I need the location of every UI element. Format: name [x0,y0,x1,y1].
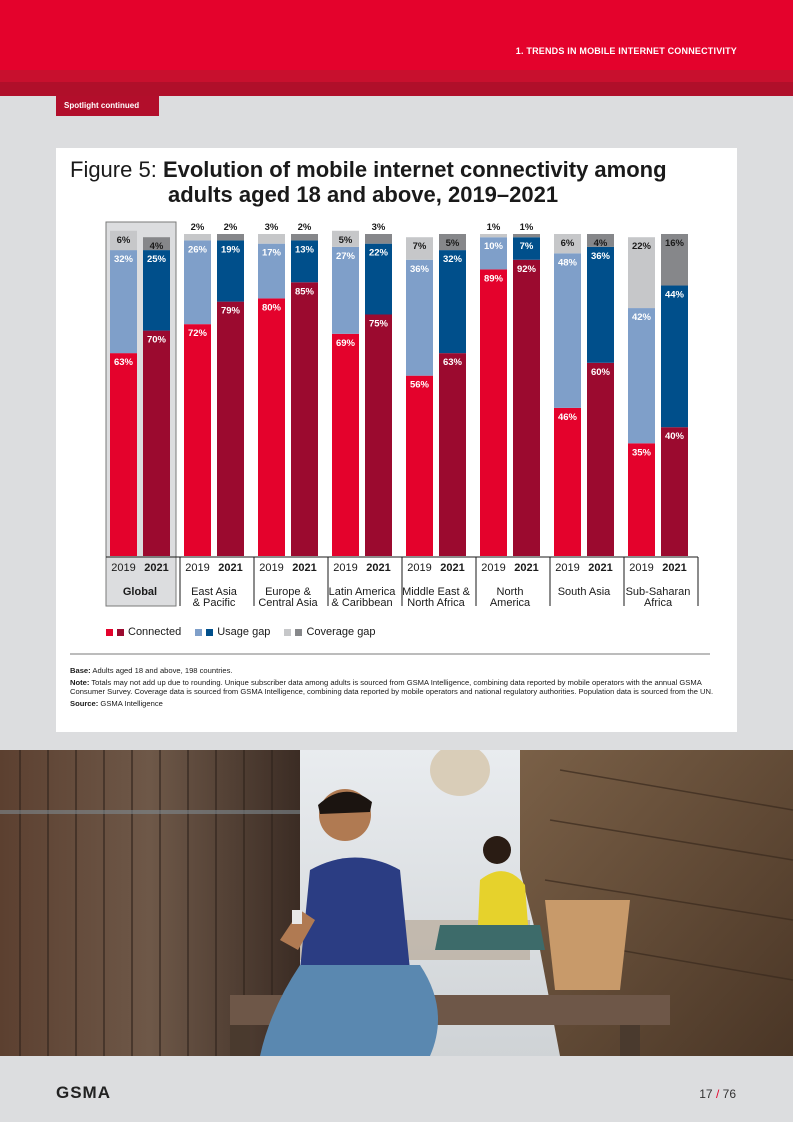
bar-coverage-gap-2019-2 [258,234,285,244]
region-label: North [496,586,524,598]
data-label: 46% [557,411,578,423]
bar-connected-2021-2 [291,282,318,556]
legend-coverage-gap [284,626,375,638]
region-label: Latin America [328,586,396,598]
region-label: Global [122,586,158,598]
data-label: 63% [113,357,134,369]
bar-connected-2021-3 [365,315,392,557]
bar-usage-gap-2019-4 [406,260,433,376]
data-label: 32% [113,254,134,266]
region-label: & Pacific [192,597,236,609]
region-label: Europe & [265,586,311,598]
spotlight-tag: Spotlight continued [56,96,159,116]
x-tick-label: 2021 [218,562,243,574]
region-label: Central Asia [258,597,318,609]
region-label: Middle East & [402,586,470,598]
bar-connected-2021-7 [661,427,688,556]
region-label: Sub-Saharan [625,586,691,598]
connected-2021-swatch [117,629,124,636]
region-label: North Africa [407,597,465,609]
x-tick-label: 2021 [366,562,391,574]
data-label: 42% [631,312,652,324]
bar-connected-2021-5 [513,260,540,556]
data-label: 7% [412,241,427,253]
data-label: 7% [519,241,534,253]
page-number: 17 / 76 [699,1087,736,1101]
data-label: 22% [368,247,389,259]
data-label: 40% [664,431,685,443]
x-tick-label: 2019 [185,562,210,574]
data-label: 2% [223,222,238,233]
data-label: 32% [442,254,463,266]
coverage-2019-swatch [284,629,291,636]
data-label: 2% [190,222,205,233]
coverage-2021-swatch [295,629,302,636]
bar-connected-2019-6 [554,408,581,556]
legend-coverage-gap-label: Coverage gap [306,626,376,638]
data-label: 5% [445,238,460,249]
bar-coverage-gap-2019-1 [184,234,211,240]
section-title: 1. TRENDS IN MOBILE INTERNET CONNECTIVITY [515,46,737,56]
methodology-note: Note: Totals may not add up due to rounding. Unique subscriber data among adults is sourced from GSMA Intelligence, combining data reported by mobile operators with the annual GSMA Consumer Survey. Coverage data is sourced from GSMA Intelligence, combining data reported by mobile operators and national regulatory authorities. Population data is sourced from the UN. [70,677,714,697]
region-label: East Asia [191,586,237,598]
figure-notes [70,666,720,710]
bar-usage-gap-2019-6 [554,253,581,408]
x-tick-label: 2019 [407,562,432,574]
bar-connected-2019-0 [110,353,137,556]
x-tick-label: 2021 [662,562,687,574]
x-tick-label: 2021 [144,562,169,574]
data-label: 6% [560,238,575,249]
data-label: 26% [187,244,208,256]
bar-connected-2019-1 [184,324,211,556]
data-label: 22% [631,241,652,253]
bar-usage-gap-2019-7 [628,308,655,443]
data-label: 72% [187,328,208,340]
data-label: 89% [483,273,504,285]
region-label: South Asia [557,586,611,598]
data-label: 36% [590,250,611,262]
legend-connected [106,626,181,638]
bar-coverage-gap-2021-1 [217,234,244,240]
data-label: 25% [146,254,167,266]
data-label: 1% [519,222,534,233]
data-label: 16% [664,238,685,249]
usage-2021-swatch [206,629,213,636]
figure-title-line1: Evolution of mobile internet connectivity among [162,157,667,182]
source-note: Source: GSMA Intelligence [70,698,163,708]
data-label: 48% [557,257,578,269]
chart-legend [106,626,376,638]
data-label: 69% [335,337,356,349]
bar-usage-gap-2019-0 [110,250,137,353]
data-label: 85% [294,286,315,298]
bar-connected-2019-7 [628,443,655,556]
data-label: 3% [371,222,386,233]
data-label: 92% [516,263,537,275]
region-label: Africa [643,597,673,609]
data-label: 80% [261,302,282,314]
x-tick-label: 2019 [333,562,358,574]
data-label: 19% [220,244,241,256]
bar-coverage-gap-2021-3 [365,234,392,244]
data-label: 70% [146,334,167,346]
data-label: 6% [116,234,131,246]
data-label: 27% [335,250,356,262]
data-label: 44% [664,289,685,301]
bar-connected-2021-6 [587,363,614,556]
bar-connected-2019-3 [332,334,359,556]
data-label: 5% [338,234,353,246]
data-label: 4% [593,238,608,249]
data-label: 56% [409,379,430,391]
data-label: 13% [294,244,315,256]
data-label: 63% [442,357,463,369]
data-label: 35% [631,447,652,459]
bar-coverage-gap-2019-5 [480,234,507,237]
bar-connected-2019-5 [480,269,507,556]
data-label: 2% [297,222,312,233]
photo-man-with-phone [0,750,793,1056]
legend-usage-gap-label: Usage gap [217,626,271,638]
x-tick-label: 2019 [259,562,284,574]
figure-label: Figure 5: [70,157,157,182]
figure-title-line2: adults aged 18 and above, 2019–2021 [168,182,559,207]
bar-coverage-gap-2021-2 [291,234,318,240]
x-tick-label: 2019 [111,562,136,574]
x-tick-label: 2019 [555,562,580,574]
data-label: 75% [368,318,389,330]
bar-connected-2019-2 [258,298,285,556]
x-tick-label: 2021 [514,562,539,574]
bar-usage-gap-2021-6 [587,247,614,363]
data-label: 17% [261,247,282,259]
gsma-logo: GSMA [56,1083,111,1102]
bar-connected-2019-4 [406,376,433,556]
base-note: Base: Adults aged 18 and above, 198 countries. [70,666,233,675]
usage-2019-swatch [195,629,202,636]
x-tick-label: 2021 [588,562,613,574]
legend-usage-gap [195,626,270,638]
legend-connected-label: Connected [128,626,182,638]
bar-connected-2021-4 [439,353,466,556]
data-label: 1% [486,222,501,233]
data-label: 4% [149,241,164,253]
bar-connected-2021-0 [143,331,170,556]
x-tick-label: 2019 [629,562,654,574]
data-label: 79% [220,305,241,317]
bar-connected-2021-1 [217,302,244,556]
x-tick-label: 2021 [440,562,465,574]
x-tick-label: 2019 [481,562,506,574]
data-label: 10% [483,241,504,253]
region-label: America [489,597,531,609]
data-label: 3% [264,222,279,233]
bar-usage-gap-2021-4 [439,250,466,353]
data-label: 36% [409,263,430,275]
data-label: 60% [590,366,611,378]
connected-2019-swatch [106,629,113,636]
x-tick-label: 2021 [292,562,317,574]
bar-coverage-gap-2021-5 [513,234,540,237]
region-label: & Caribbean [331,597,393,609]
bar-usage-gap-2021-7 [661,286,688,428]
